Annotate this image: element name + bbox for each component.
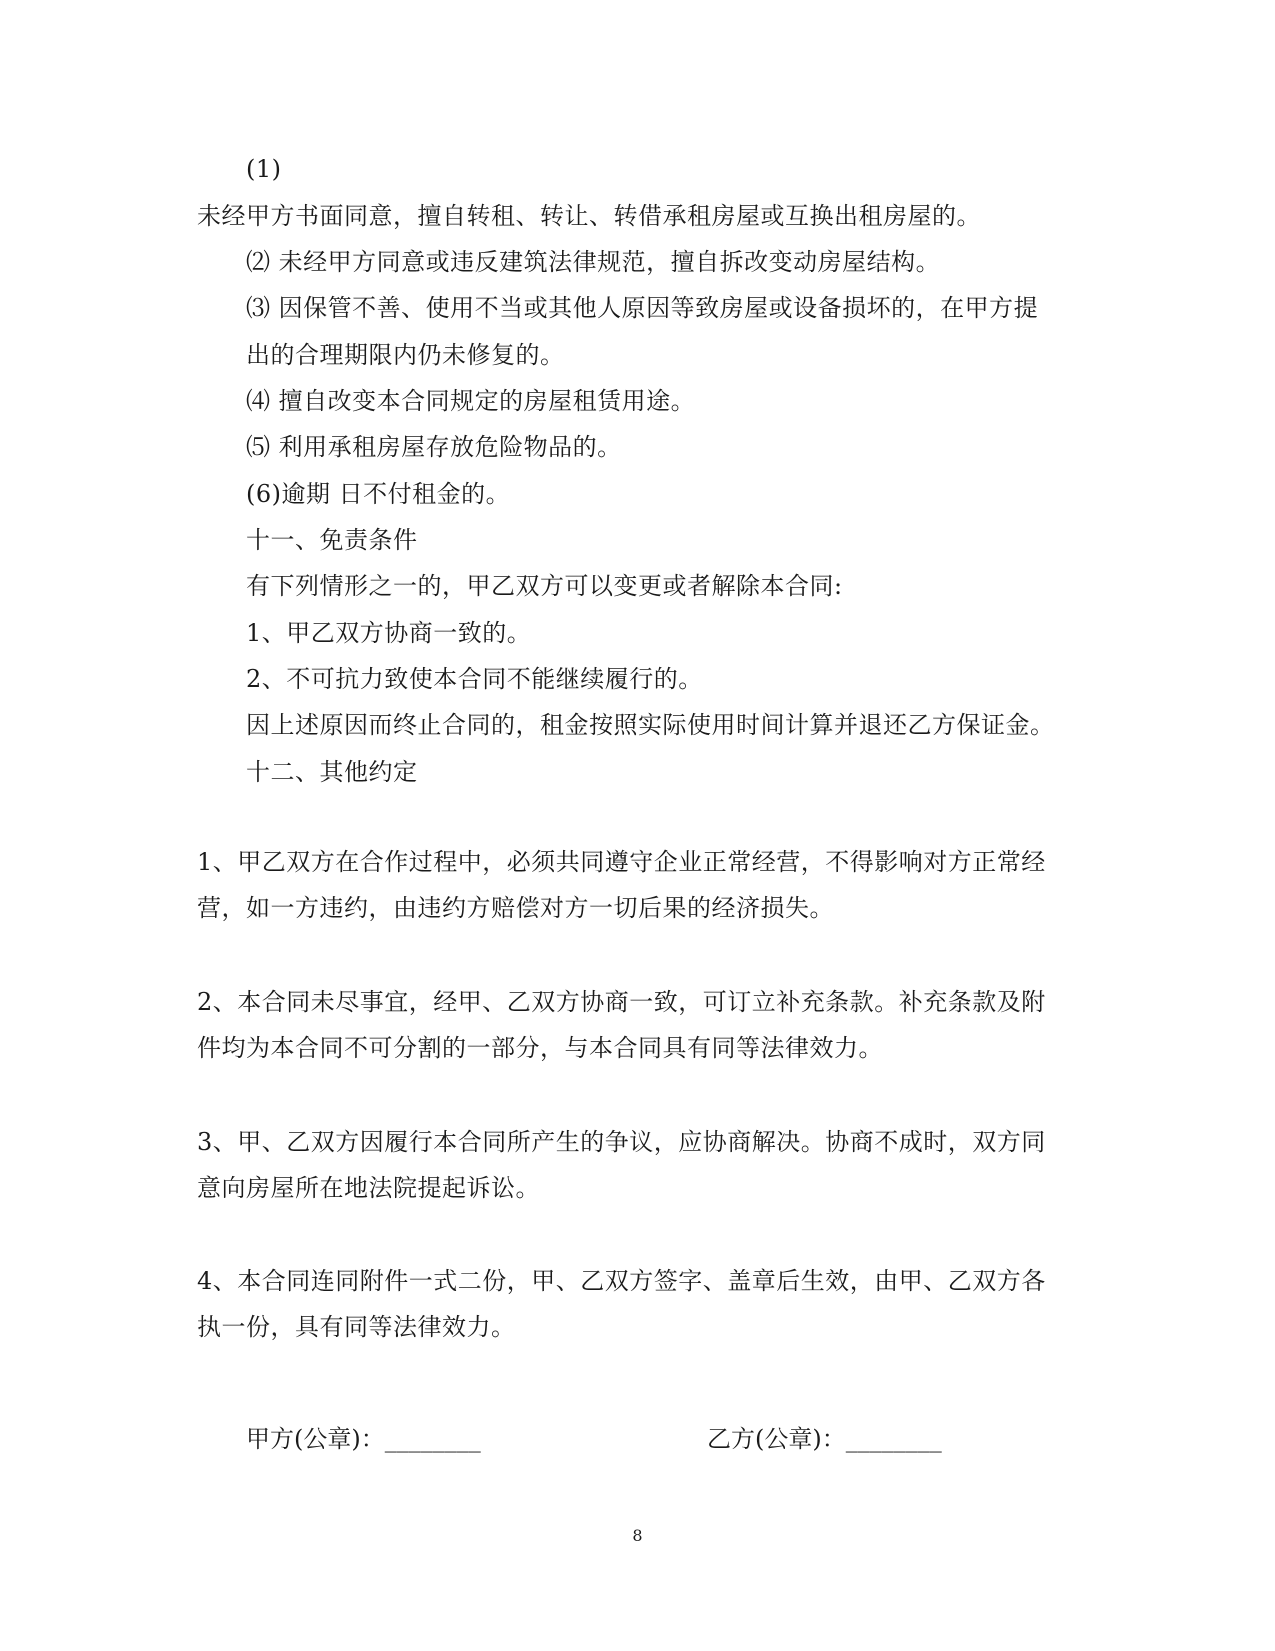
section-heading-11: 十一、免责条件: [246, 526, 418, 554]
section-11-intro: 有下列情形之一的，甲乙双方可以变更或者解除本合同:: [246, 572, 843, 600]
page-number: 8: [632, 1526, 643, 1545]
section-12-item-1-line2: 营，如一方违约，由违约方赔偿对方一切后果的经济损失。: [197, 894, 834, 922]
section-12-item-3-line2: 意向房屋所在地法院提起诉讼。: [197, 1174, 540, 1202]
section-12-item-1-line1: 1、甲乙双方在合作过程中，必须共同遵守企业正常经营，不得影响对方正常经: [197, 848, 1046, 876]
clause-item-6: (6)逾期 日不付租金的。: [246, 480, 511, 508]
party-b-signature: 乙方(公章)：________: [707, 1425, 942, 1453]
clause-item-2: ⑵ 未经甲方同意或违反建筑法律规范，擅自拆改变动房屋结构。: [246, 248, 941, 276]
party-a-signature: 甲方(公章)：________: [246, 1425, 481, 1453]
clause-item-3-line1: ⑶ 因保管不善、使用不当或其他人原因等致房屋或设备损坏的，在甲方提: [246, 294, 1039, 322]
section-11-item-2: 2、不可抗力致使本合同不能继续履行的。: [246, 665, 703, 693]
section-12-item-4-line1: 4、本合同连同附件一式二份，甲、乙双方签字、盖章后生效，由甲、乙双方各: [197, 1267, 1046, 1295]
section-11-item-1: 1、甲乙双方协商一致的。: [246, 619, 532, 647]
section-11-note: 因上述原因而终止合同的，租金按照实际使用时间计算并退还乙方保证金。: [246, 711, 1055, 739]
clause-item-1-number: (1): [246, 155, 282, 183]
clause-item-3-line2: 出的合理期限内仍未修复的。: [246, 341, 565, 369]
clause-item-1-text: 未经甲方书面同意，擅自转租、转让、转借承租房屋或互换出租房屋的。: [197, 202, 981, 230]
section-12-item-2-line1: 2、本合同未尽事宜，经甲、乙双方协商一致，可订立补充条款。补充条款及附: [197, 988, 1046, 1016]
section-heading-12: 十二、其他约定: [246, 758, 418, 786]
section-12-item-4-line2: 执一份，具有同等法律效力。: [197, 1313, 516, 1341]
clause-item-5: ⑸ 利用承租房屋存放危险物品的。: [246, 433, 622, 461]
section-12-item-3-line1: 3、甲、乙双方因履行本合同所产生的争议，应协商解决。协商不成时，双方同: [197, 1128, 1046, 1156]
clause-item-4: ⑷ 擅自改变本合同规定的房屋租赁用途。: [246, 387, 696, 415]
section-12-item-2-line2: 件均为本合同不可分割的一部分，与本合同具有同等法律效力。: [197, 1034, 883, 1062]
